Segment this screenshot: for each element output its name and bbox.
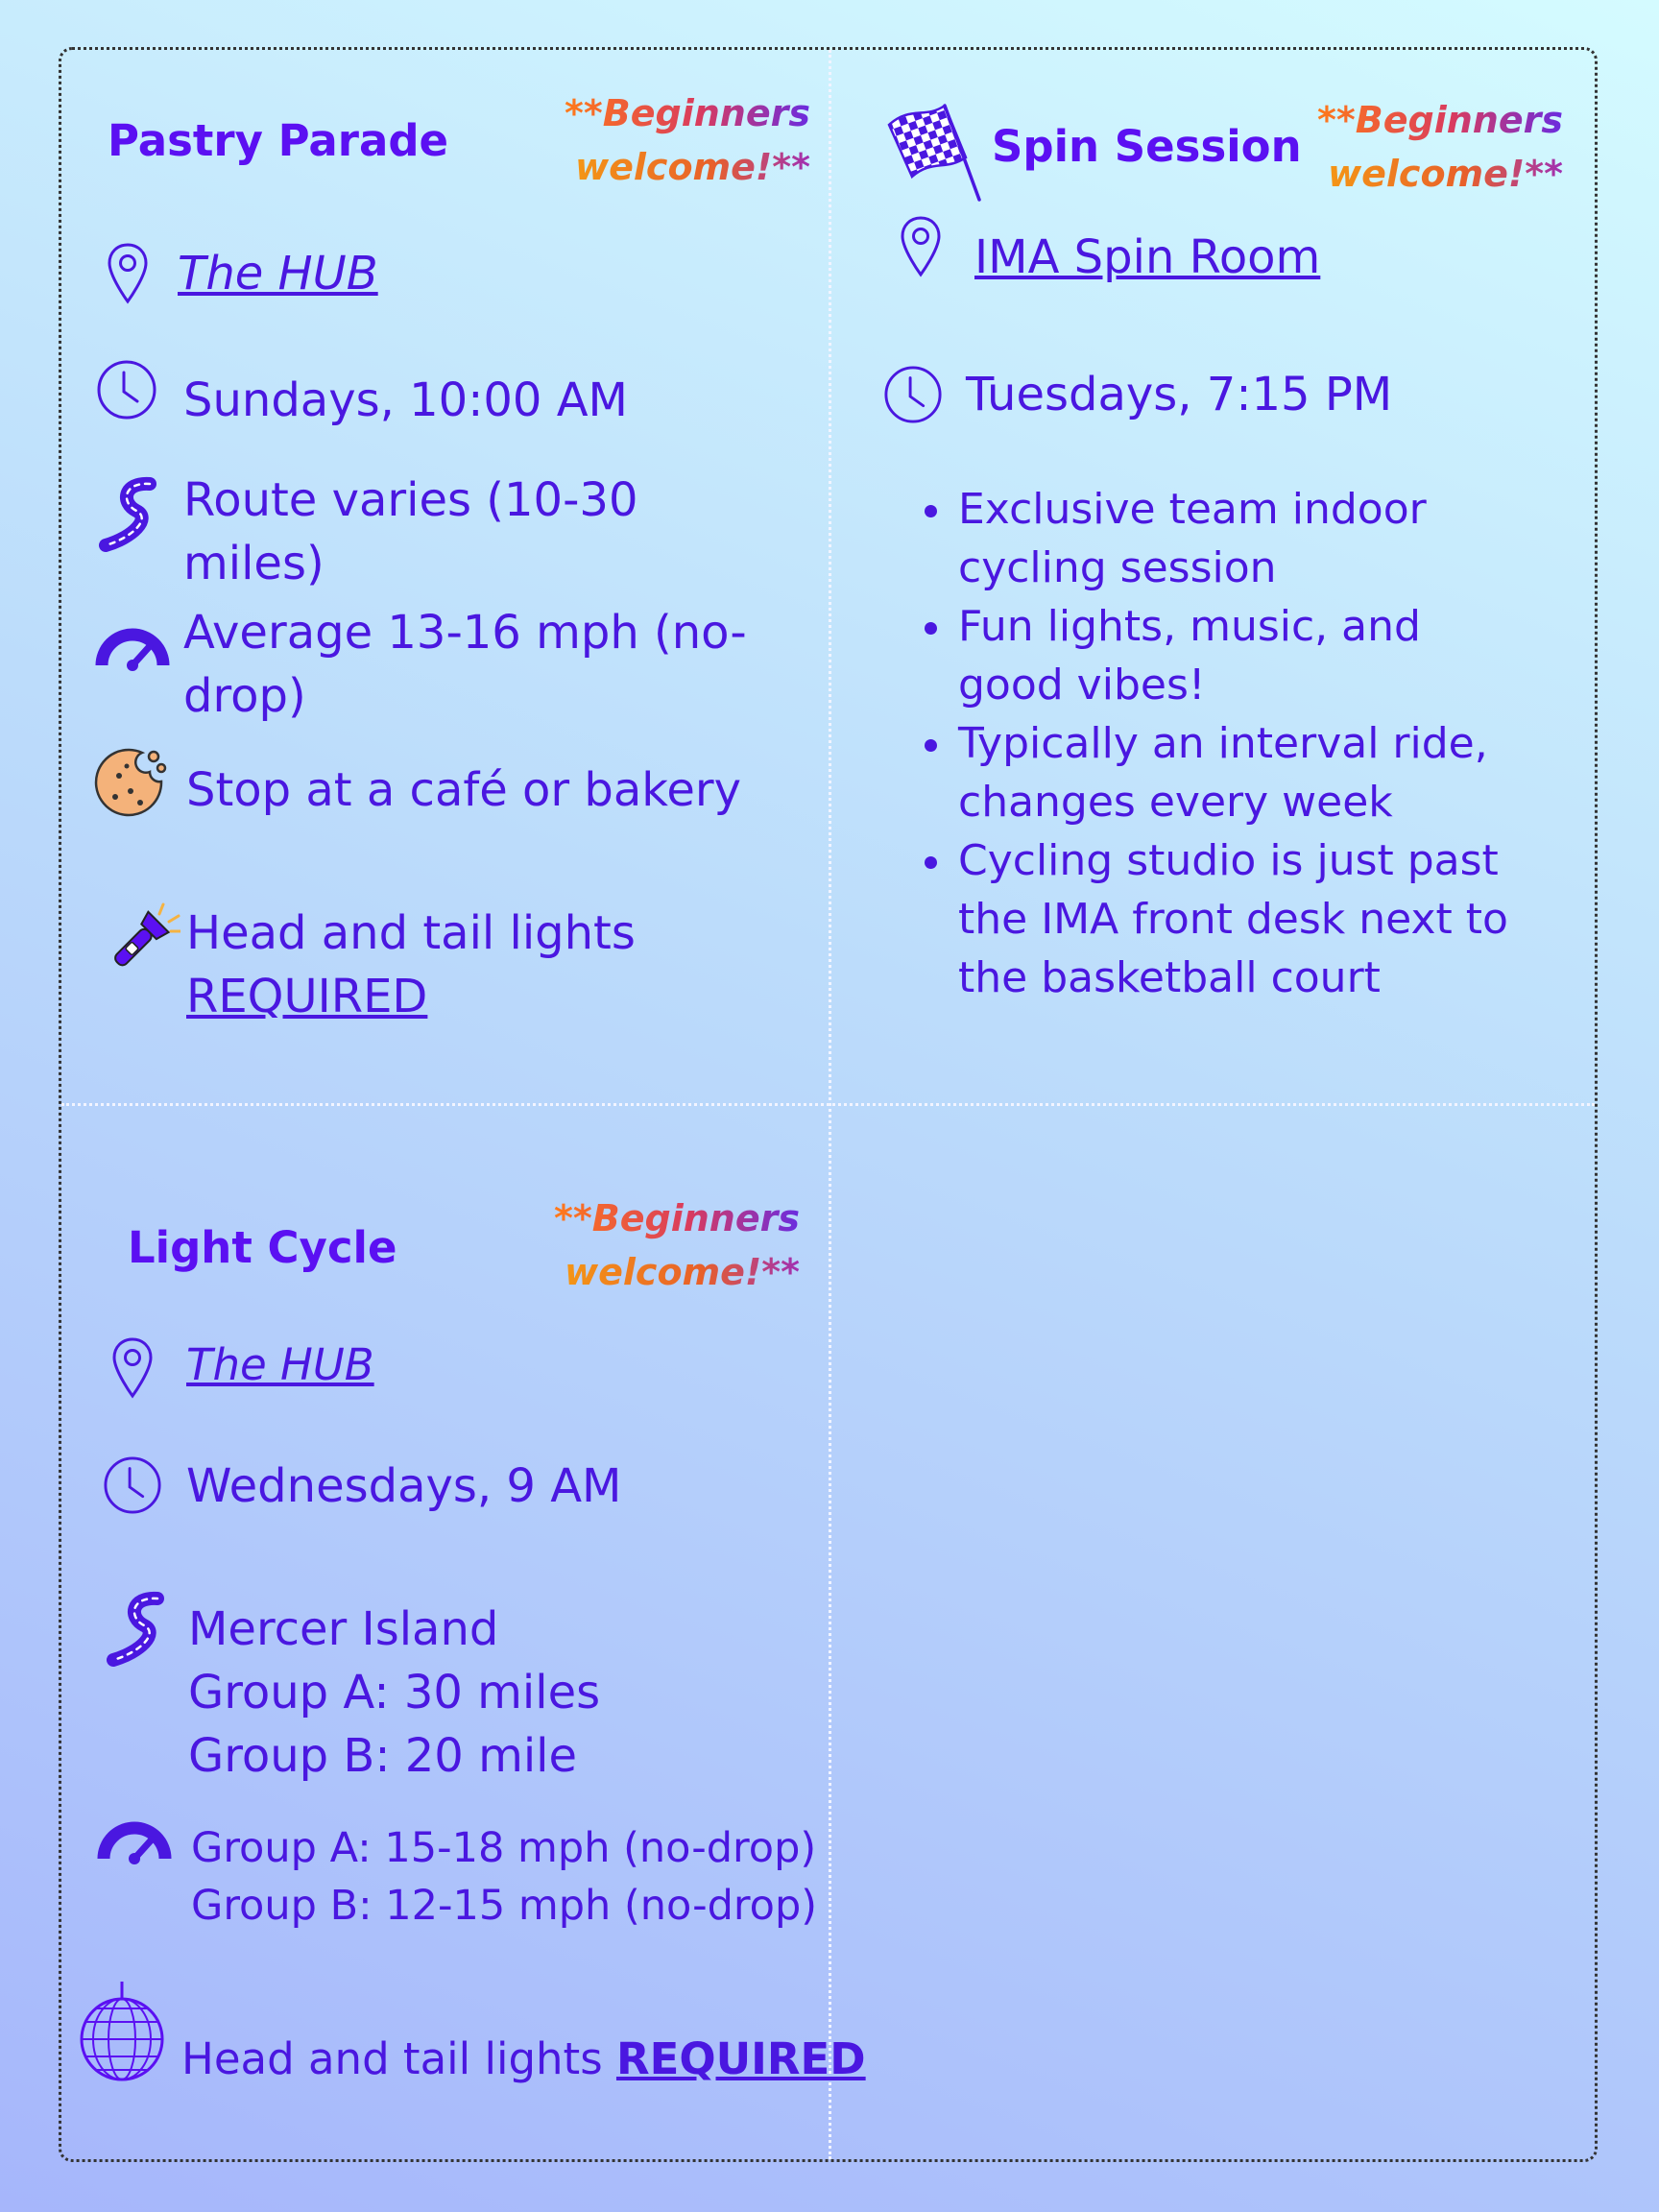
badge-line-1: **Beginners	[565, 86, 810, 140]
speed-line-1: Group A: 15-18 mph (no-drop)	[191, 1824, 817, 1872]
spin-location-link[interactable]: IMA Spin Room	[974, 230, 1321, 284]
route-line-2: Group A: 30 miles	[188, 1666, 601, 1719]
light-cycle-title: Light Cycle	[128, 1222, 397, 1273]
beginners-welcome-badge	[554, 1191, 800, 1299]
winding-road-icon	[94, 476, 161, 553]
badge-line-1: **Beginners	[554, 1191, 800, 1245]
light-time: Wednesdays, 9 AM	[186, 1459, 622, 1513]
light-location-link[interactable]: The HUB	[186, 1339, 374, 1390]
route-line-1: Route varies (10-30	[183, 473, 638, 527]
badge-line-2: welcome!**	[1317, 147, 1563, 201]
speedometer-icon	[94, 617, 171, 671]
beginners-welcome-badge	[565, 86, 810, 194]
light-lights	[181, 2028, 866, 2091]
clock-icon	[103, 1455, 162, 1515]
pastry-location-link[interactable]: The HUB	[178, 247, 378, 301]
speed-line-2: Group B: 12-15 mph (no-drop)	[191, 1882, 818, 1930]
speedometer-icon	[96, 1811, 173, 1864]
light-route	[188, 1598, 600, 1788]
pastry-stop: Stop at a café or bakery	[186, 763, 742, 817]
spin-session-title: Spin Session	[992, 121, 1302, 172]
pastry-speed	[183, 601, 747, 728]
lights-required: REQUIRED	[615, 2033, 866, 2084]
beginners-welcome-badge	[1317, 93, 1563, 201]
speed-line-1: Average 13-16 mph (no-	[183, 606, 747, 660]
list-item: • Typically an interval ride, changes every week	[956, 714, 1590, 831]
badge-line-2: welcome!**	[554, 1245, 800, 1299]
clock-icon	[96, 359, 157, 421]
list-item: • Fun lights, music, and good vibes!	[956, 597, 1590, 714]
winding-road-icon	[102, 1591, 169, 1668]
route-line-1: Mercer Island	[188, 1602, 499, 1656]
spin-time: Tuesdays, 7:15 PM	[966, 368, 1393, 421]
location-pin-icon	[110, 1336, 155, 1400]
clock-icon	[883, 365, 943, 424]
location-pin-icon	[106, 242, 150, 305]
speed-line-2: drop)	[183, 669, 306, 723]
badge-line-1: **Beginners	[1317, 93, 1563, 147]
checkered-flag-icon	[883, 100, 985, 204]
spin-details-list	[915, 480, 1590, 1007]
light-speed	[191, 1819, 817, 1935]
pastry-lights	[186, 902, 636, 1028]
flashlight-icon	[92, 901, 180, 983]
pastry-parade-title: Pastry Parade	[108, 115, 449, 166]
pastry-time: Sundays, 10:00 AM	[183, 373, 628, 427]
list-item: • Cycling studio is just past the IMA front desk next to the basketball court	[956, 831, 1590, 1007]
route-line-2: miles)	[183, 537, 325, 590]
location-pin-icon	[899, 215, 943, 278]
disco-ball-icon	[77, 1980, 167, 2083]
lights-required: REQUIRED	[186, 970, 428, 1023]
lights-line-1: Head and tail lights	[186, 906, 636, 960]
list-item: • Exclusive team indoor cycling session	[956, 480, 1590, 597]
route-line-3: Group B: 20 mile	[188, 1729, 578, 1783]
row-divider	[61, 1103, 1595, 1106]
pastry-route	[183, 469, 637, 595]
lights-text: Head and tail lights	[181, 2033, 603, 2084]
cookie-icon	[92, 747, 167, 822]
badge-line-2: welcome!**	[565, 140, 810, 194]
